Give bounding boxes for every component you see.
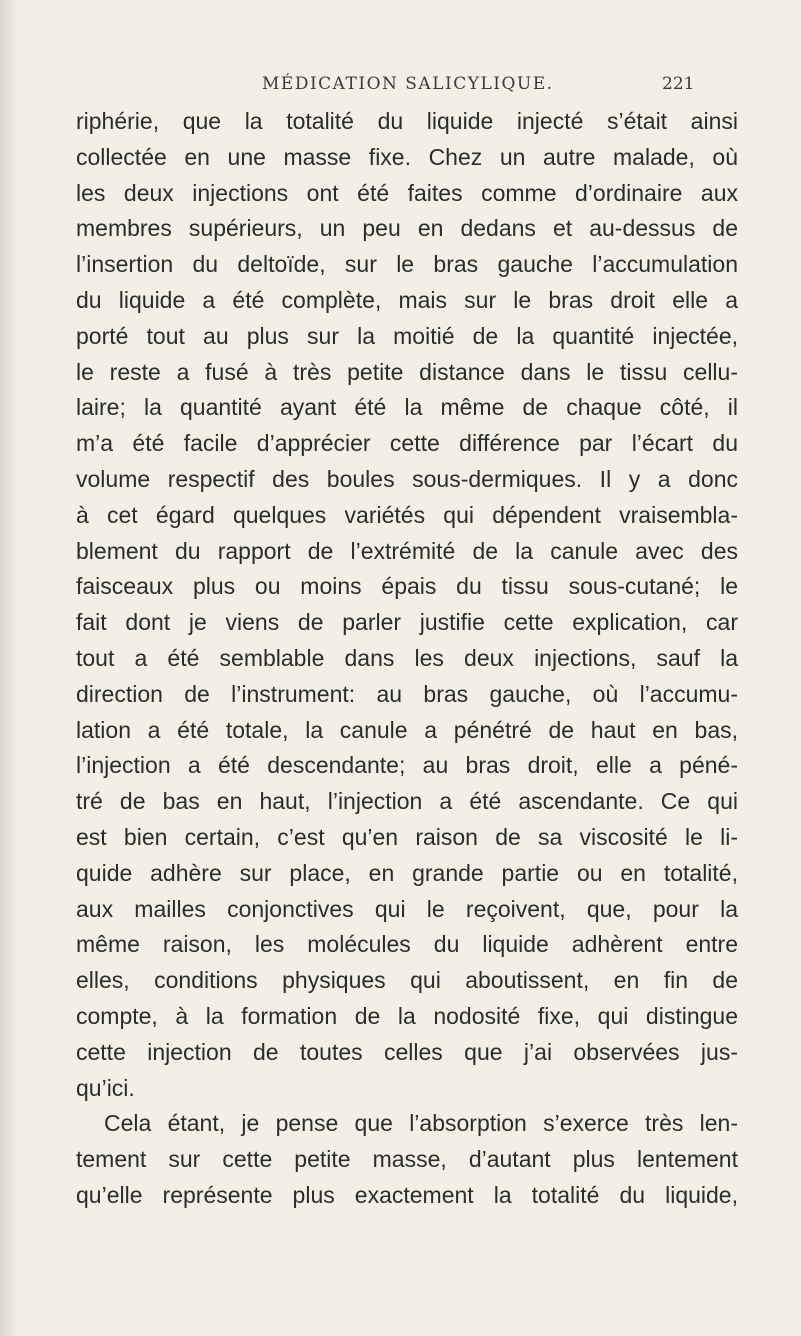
text-line: quide adhère sur place, en grande partie ou en totalité, (76, 859, 738, 886)
text-line: l’insertion du deltoïde, sur le bras gauche l’accumulation (76, 251, 738, 278)
text-line: blement du rapport de l’extrémité de la canule avec des (76, 537, 738, 564)
page-header (0, 70, 801, 104)
text-line: compte, à la formation de la nodosité fixe, qui distingue (76, 1002, 738, 1029)
body-text (76, 104, 738, 1214)
running-title: MÉDICATION SALICYLIQUE. (262, 74, 554, 94)
text-line: direction de l’instrument: au bras gauche, où l’accumu- (76, 680, 738, 707)
text-line: m’a été facile d’apprécier cette différence par l’écart du (76, 430, 738, 457)
text-line: du liquide a été complète, mais sur le bras droit elle a (76, 286, 738, 313)
text-line: les deux injections ont été faites comme d’ordinaire aux (76, 179, 738, 206)
text-line: fait dont je viens de parler justifie cette explication, car (76, 609, 738, 636)
text-line: collectée en une masse fixe. Chez un autre malade, où (76, 143, 738, 170)
text-line: à cet égard quelques variétés qui dépendent vraisembla- (76, 501, 738, 528)
text-line: tré de bas en haut, l’injection a été ascendante. Ce qui (76, 788, 738, 815)
binding-shadow (0, 0, 18, 1336)
text-line: qu’elle représente plus exactement la totalité du liquide, (76, 1181, 738, 1208)
text-line: faisceaux plus ou moins épais du tissu sous-cutané; le (76, 573, 738, 600)
text-line: elles, conditions physiques qui aboutissent, en fin de (76, 967, 738, 994)
text-line: laire; la quantité ayant été la même de chaque côté, il (76, 394, 738, 421)
paragraph-start-line: Cela étant, je pense que l’absorption s’exerce très len- (104, 1110, 738, 1137)
text-line: même raison, les molécules du liquide adhèrent entre (76, 931, 738, 958)
text-line: est bien certain, c’est qu’en raison de sa viscosité le li- (76, 823, 738, 850)
text-line: cette injection de toutes celles que j’ai observées jus- (76, 1038, 738, 1065)
text-line: riphérie, que la totalité du liquide injecté s’était ainsi (76, 108, 738, 134)
text-line: volume respectif des boules sous-dermiques. Il y a donc (76, 465, 738, 492)
text-line: membres supérieurs, un peu en dedans et au-dessus de (76, 215, 738, 242)
text-line: le reste a fusé à très petite distance dans le tissu cellu- (76, 358, 738, 385)
text-line: tout a été semblable dans les deux injections, sauf la (76, 644, 738, 671)
text-line: tement sur cette petite masse, d’autant plus lentement (76, 1146, 738, 1173)
text-line: aux mailles conjonctives qui le reçoivent, que, pour la (76, 895, 738, 922)
text-line: lation a été totale, la canule a pénétré de haut en bas, (76, 716, 738, 743)
paragraph-end-line: qu’ici. (76, 1074, 135, 1101)
page-number: 221 (662, 74, 695, 94)
text-line: l’injection a été descendante; au bras droit, elle a péné- (76, 752, 738, 779)
text-line: porté tout au plus sur la moitié de la quantité injectée, (76, 322, 738, 349)
